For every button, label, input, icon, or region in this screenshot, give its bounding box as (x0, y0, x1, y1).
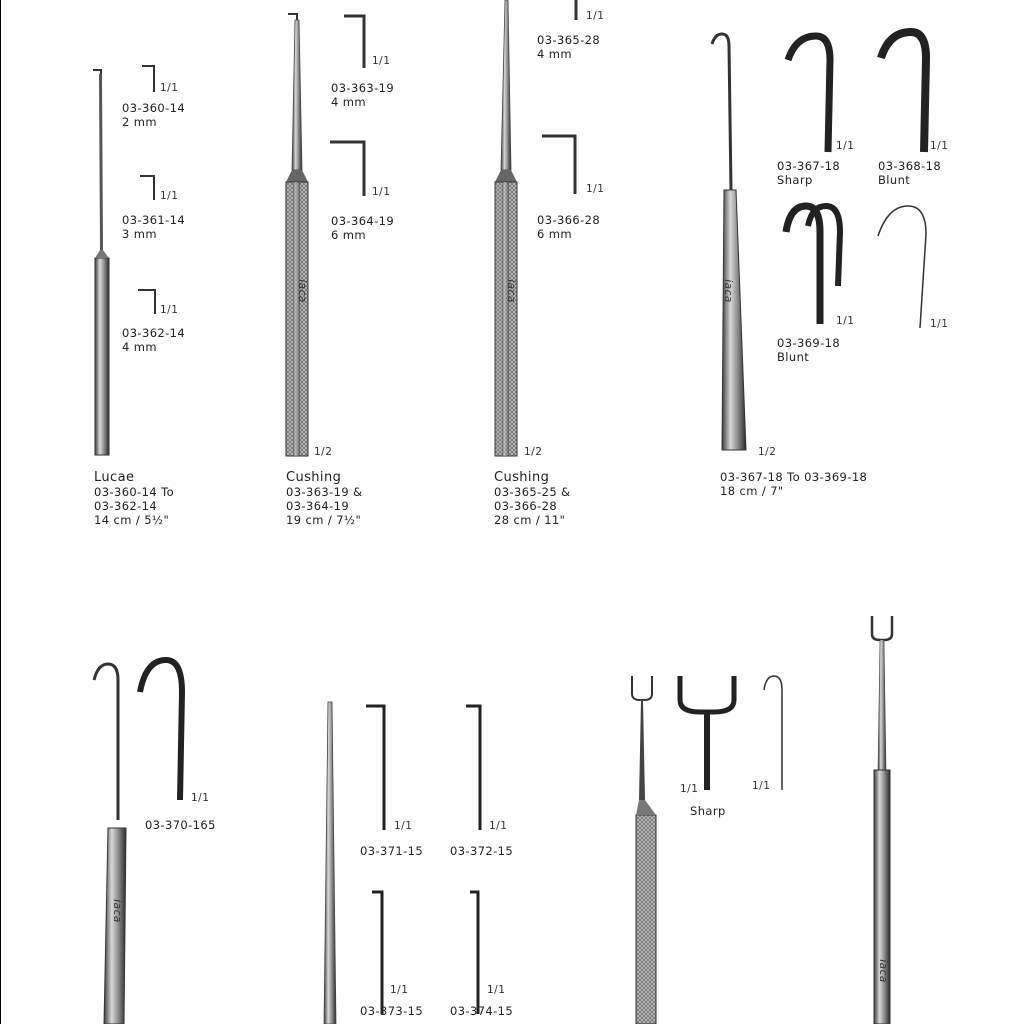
group-cushing2-size: 28 cm / 11" (494, 513, 566, 527)
cushing-28-illustration (495, 0, 517, 456)
scale-mark-369: 1/1 (836, 315, 855, 327)
brand-logo-hook-18: iaca (721, 279, 734, 303)
hook-18-illustration (712, 34, 746, 450)
item-detail-361: 3 mm (122, 227, 157, 241)
item-detail-369: Blunt (777, 350, 810, 364)
scale-mark-cushing-19: 1/2 (314, 446, 333, 458)
item-detail-365: 4 mm (537, 47, 572, 61)
item-detail-362: 4 mm (122, 340, 157, 354)
scale-mark-372: 1/1 (489, 820, 508, 832)
item-detail-363: 4 mm (331, 95, 366, 109)
group-cushing2-name: Cushing (494, 470, 550, 485)
item-code-360: 03-360-14 (122, 101, 186, 115)
item-code-372: 03-372-15 (450, 844, 514, 858)
group-cushing2-range-a: 03-365-25 & (494, 485, 571, 499)
brand-logo-cushing-28: iaca (504, 279, 517, 303)
group-lucae-range-b: 03-362-14 (94, 499, 158, 513)
fork-detail: Sharp (690, 804, 726, 818)
fork-retractor-illustration (632, 676, 782, 1024)
scale-mark-cushing-28: 1/2 (524, 446, 543, 458)
hook-370-illustration (94, 660, 182, 1024)
item-code-363: 03-363-19 (331, 81, 395, 95)
cushing-19-illustration (286, 14, 308, 456)
group-cushing1-range-b: 03-364-19 (286, 499, 350, 513)
scale-mark-362: 1/1 (160, 304, 179, 316)
scale-mark-fork-outline: 1/1 (752, 780, 771, 792)
item-code-367: 03-367-18 (777, 159, 841, 173)
scale-mark-fork: 1/1 (680, 783, 699, 795)
scale-mark-363: 1/1 (372, 55, 391, 67)
scale-mark-373: 1/1 (390, 984, 409, 996)
scale-mark-365: 1/1 (586, 10, 605, 22)
item-detail-360: 2 mm (122, 115, 157, 129)
item-code-365: 03-365-28 (537, 33, 601, 47)
item-code-366: 03-366-28 (537, 213, 601, 227)
brand-logo-double-retractor: iaca (876, 959, 889, 983)
item-code-374: 03-374-15 (450, 1004, 514, 1018)
group-cushing1-range-a: 03-363-19 & (286, 485, 363, 499)
item-detail-364: 6 mm (331, 228, 366, 242)
item-code-368: 03-368-18 (878, 159, 942, 173)
scale-mark-369-outline: 1/1 (930, 318, 949, 330)
cushing-28-tips (542, 0, 576, 194)
brand-logo-cushing-19: iaca (295, 279, 308, 303)
group-cushing1-size: 19 cm / 7½" (286, 513, 362, 527)
group-hooks-size: 18 cm / 7" (720, 484, 784, 498)
group-cushing2-range-b: 03-366-28 (494, 499, 558, 513)
scale-mark-366: 1/1 (586, 183, 605, 195)
item-code-369: 03-369-18 (777, 336, 841, 350)
group-cushing1-name: Cushing (286, 470, 342, 485)
brand-logo-hook-370: iaca (110, 899, 123, 923)
scale-mark-368: 1/1 (930, 140, 949, 152)
scale-mark-360: 1/1 (160, 82, 179, 94)
scale-mark-370: 1/1 (191, 792, 210, 804)
item-code-373: 03-373-15 (360, 1004, 424, 1018)
item-code-362: 03-362-14 (122, 326, 186, 340)
hooks-371-374-illustration (324, 702, 480, 1024)
scale-mark-hooks-18: 1/2 (758, 446, 777, 458)
item-code-361: 03-361-14 (122, 213, 186, 227)
scale-mark-374: 1/1 (487, 984, 506, 996)
item-code-370: 03-370-165 (145, 818, 216, 832)
item-detail-366: 6 mm (537, 227, 572, 241)
scale-mark-367: 1/1 (836, 140, 855, 152)
group-lucae-range-a: 03-360-14 To (94, 485, 175, 499)
item-detail-367: Sharp (777, 173, 813, 187)
group-lucae-name: Lucae (94, 470, 135, 485)
item-code-364: 03-364-19 (331, 214, 395, 228)
item-detail-368: Blunt (878, 173, 911, 187)
scale-mark-371: 1/1 (394, 820, 413, 832)
scale-mark-364: 1/1 (372, 186, 391, 198)
item-code-371: 03-371-15 (360, 844, 424, 858)
group-lucae-size: 14 cm / 5½" (94, 513, 170, 527)
group-hooks-range: 03-367-18 To 03-369-18 (720, 470, 868, 484)
lucae-probe-illustration (93, 70, 109, 455)
scale-mark-361: 1/1 (160, 190, 179, 202)
